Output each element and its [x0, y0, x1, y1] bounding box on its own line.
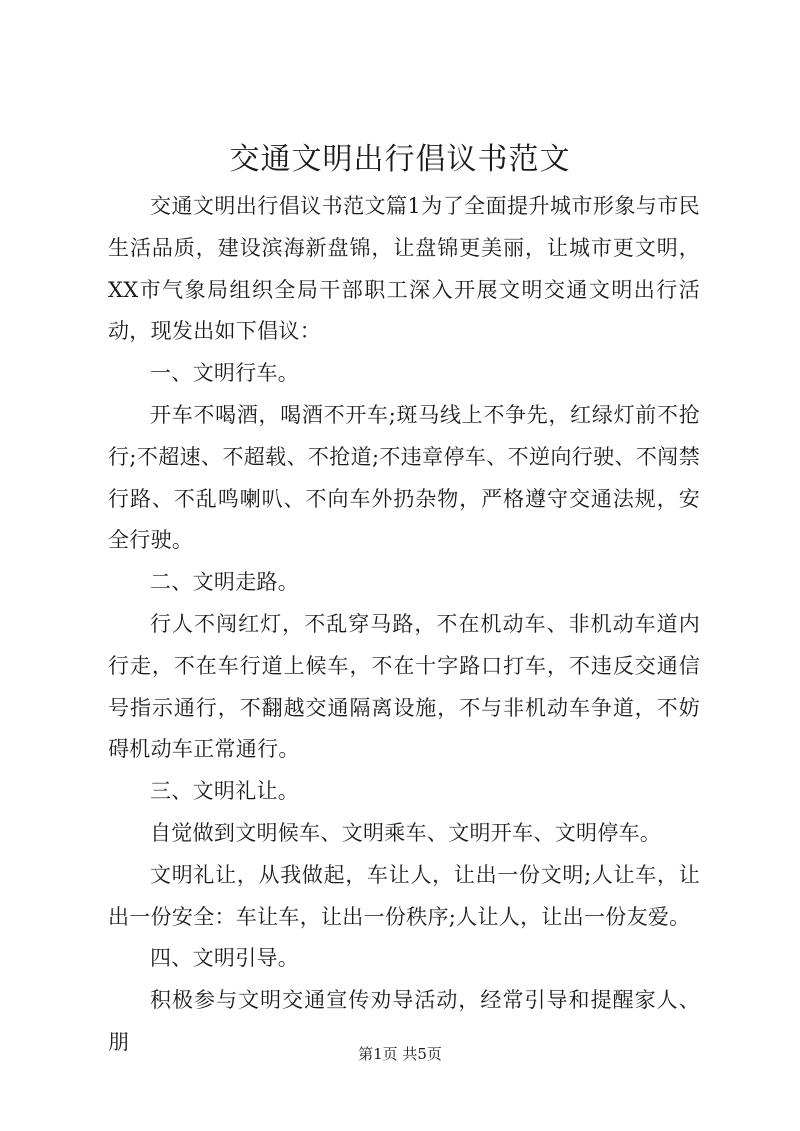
- paragraph-courtesy-1: 自觉做到文明候车、文明乘车、文明开车、文明停车。: [150, 820, 662, 845]
- document-body: [108, 186, 700, 1064]
- heading-civilized-walking: 二、文明走路。: [150, 570, 300, 595]
- page-number-footer: 第1页 共5页: [358, 1045, 442, 1063]
- document-title: 交通文明出行倡议书范文: [229, 142, 571, 177]
- paragraph-guidance: 积极参与文明交通宣传劝导活动，经常引导和提醒家人、朋: [108, 988, 700, 1054]
- heading-civilized-courtesy: 三、文明礼让。: [150, 779, 300, 804]
- paragraph-intro: 交通文明出行倡议书范文篇1为了全面提升城市形象与市民生活品质，建设滨海新盘锦，让盘锦更美丽，让城市更文明，XX市气象局组织全局干部职工深入开展文明交通文明出行活动，现发出如下倡议：: [108, 194, 700, 344]
- paragraph-courtesy-2: 文明礼让，从我做起，车让人，让出一份文明;人让车，让出一份安全：车让车，让出一份秩序;人让人，让出一份友爱。: [108, 862, 700, 929]
- paragraph-driving: 开车不喝酒，喝酒不开车;斑马线上不争先，红绿灯前不抢行;不超速、不超载、不抢道;不违章停车、不逆向行驶、不闯禁行路、不乱鸣喇叭、不向车外扔杂物，严格遵守交通法规，安全行驶。: [108, 402, 700, 553]
- paragraph-walking: 行人不闯红灯，不乱穿马路，不在机动车、非机动车道内行走，不在车行道上候车，不在十字路口打车，不违反交通信号指示通行，不翻越交通隔离设施，不与非机动车争道，不妨碍机动车正常通行。: [108, 611, 700, 762]
- heading-civilized-driving: 一、文明行车。: [150, 361, 300, 386]
- heading-civilized-guidance: 四、文明引导。: [150, 946, 300, 971]
